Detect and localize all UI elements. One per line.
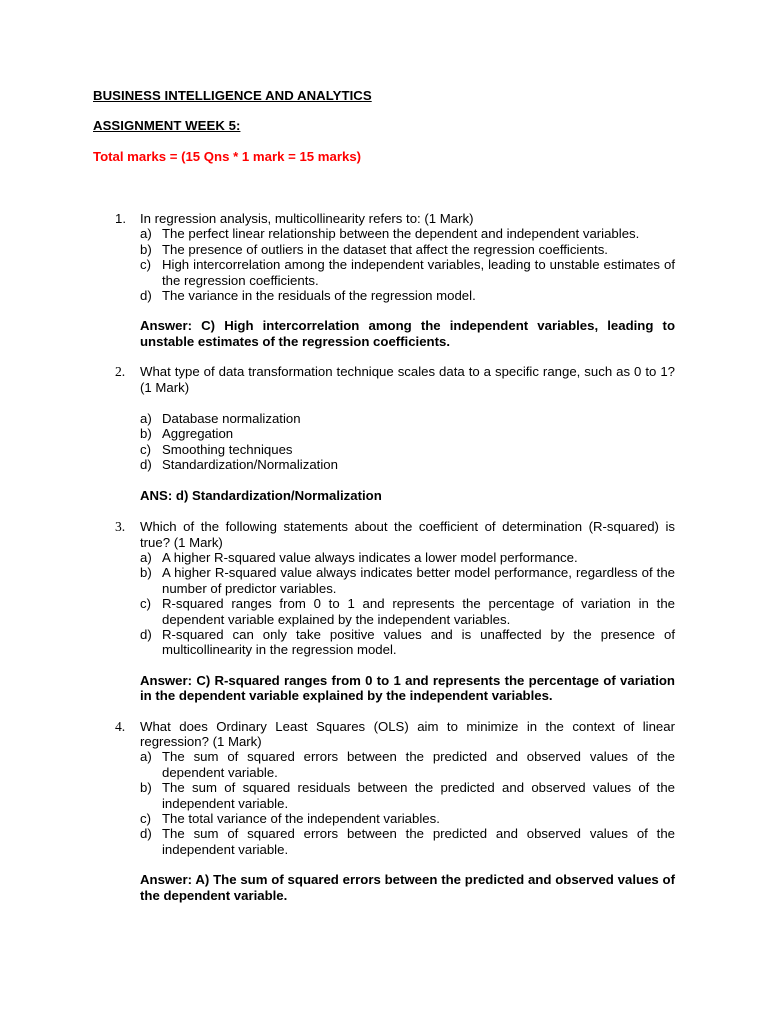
question-number: 4.: [115, 718, 126, 734]
option-letter: d): [140, 288, 152, 304]
option-text: The variance in the residuals of the regression model.: [162, 288, 476, 304]
option-text: Aggregation: [162, 426, 234, 442]
question-text: In regression analysis, multicollinearity refers to: (1 Mark): [140, 211, 474, 226]
option-text: Smoothing techniques: [162, 441, 293, 457]
option-item: [140, 826, 675, 857]
option-text: The perfect linear relationship between the dependent and independent variables.: [162, 226, 640, 242]
question-3: [0, 519, 768, 703]
option-item: [140, 442, 675, 457]
option-item: [140, 257, 675, 288]
total-marks: Total marks = (15 Qns * 1 mark = 15 marks): [93, 149, 362, 164]
answer-text: Answer: C) R-squared ranges from 0 to 1 and represents the percentage of variation in the dependent variable explained by the independent variables.: [140, 672, 675, 704]
option-text: Database normalization: [162, 411, 301, 427]
option-item: [140, 457, 675, 472]
option-letter: d): [140, 826, 152, 842]
option-item: [140, 596, 675, 627]
answer-text: ANS: d) Standardization/Normalization: [140, 487, 382, 503]
question-text: Which of the following statements about the coefficient of determination (R-squared) is true? (1 Mark): [140, 519, 675, 550]
option-item: [140, 411, 675, 426]
option-text: The sum of squared errors between the predicted and observed values of the independent variable.: [162, 826, 675, 857]
option-letter: d): [140, 457, 152, 473]
answer-text: Answer: C) High intercorrelation among the independent variables, leading to unstable estimates of the regression coefficients.: [140, 318, 675, 349]
option-letter: a): [140, 411, 152, 427]
option-list: [0, 411, 768, 473]
option-item: [140, 780, 675, 811]
option-letter: c): [140, 811, 151, 826]
option-text: The total variance of the independent variables.: [162, 811, 440, 826]
option-item: [140, 426, 675, 441]
option-item: [140, 627, 675, 658]
question-1: [0, 211, 768, 349]
option-list: [0, 226, 768, 303]
option-text: High intercorrelation among the independent variables, leading to unstable estimates of the regression coefficients.: [162, 257, 675, 288]
option-letter: a): [140, 226, 152, 242]
question-2: [0, 364, 768, 503]
answer-text: Answer: A) The sum of squared errors between the predicted and observed values of the dependent variable.: [140, 872, 675, 903]
option-list: [0, 550, 768, 658]
option-list: [0, 749, 768, 857]
option-letter: c): [140, 441, 151, 457]
question-text: What type of data transformation technique scales data to a specific range, such as 0 to 1? (1 Mark): [140, 364, 675, 395]
option-letter: b): [140, 780, 152, 796]
option-text: The presence of outliers in the dataset that affect the regression coefficients.: [162, 241, 608, 257]
option-letter: c): [140, 596, 151, 612]
option-letter: c): [140, 257, 151, 273]
question-number: 3.: [115, 519, 126, 535]
option-text: R-squared ranges from 0 to 1 and represents the percentage of variation in the dependent variable explained by the independent variables.: [162, 596, 675, 627]
option-text: The sum of squared residuals between the predicted and observed values of the independent variable.: [162, 780, 675, 811]
option-text: Standardization/Normalization: [162, 457, 338, 473]
question-number: 2.: [115, 364, 126, 380]
option-item: [140, 811, 675, 826]
option-item: [140, 288, 675, 303]
question-list: [0, 211, 768, 903]
option-letter: a): [140, 549, 152, 565]
document-title: BUSINESS INTELLIGENCE AND ANALYTICS: [93, 88, 372, 103]
option-letter: b): [140, 241, 152, 257]
option-letter: b): [140, 565, 152, 581]
question-4: [0, 719, 768, 903]
question-number: 1.: [115, 211, 126, 226]
assignment-heading: ASSIGNMENT WEEK 5:: [93, 118, 241, 133]
option-text: R-squared can only take positive values and is unaffected by the presence of multicollinearity in the regression model.: [162, 626, 675, 658]
option-text: A higher R-squared value always indicates a lower model performance.: [162, 549, 578, 565]
option-item: [140, 550, 675, 565]
option-item: [140, 565, 675, 596]
option-text: The sum of squared errors between the predicted and observed values of the dependent variable.: [162, 749, 675, 780]
option-letter: d): [140, 626, 152, 642]
option-item: [140, 226, 675, 241]
question-text: What does Ordinary Least Squares (OLS) aim to minimize in the context of linear regression? (1 Mark): [140, 718, 675, 749]
option-letter: a): [140, 749, 152, 765]
option-item: [140, 242, 675, 257]
option-item: [140, 749, 675, 780]
option-text: A higher R-squared value always indicates better model performance, regardless of the number of predictor variables.: [162, 565, 675, 596]
option-letter: b): [140, 426, 152, 442]
